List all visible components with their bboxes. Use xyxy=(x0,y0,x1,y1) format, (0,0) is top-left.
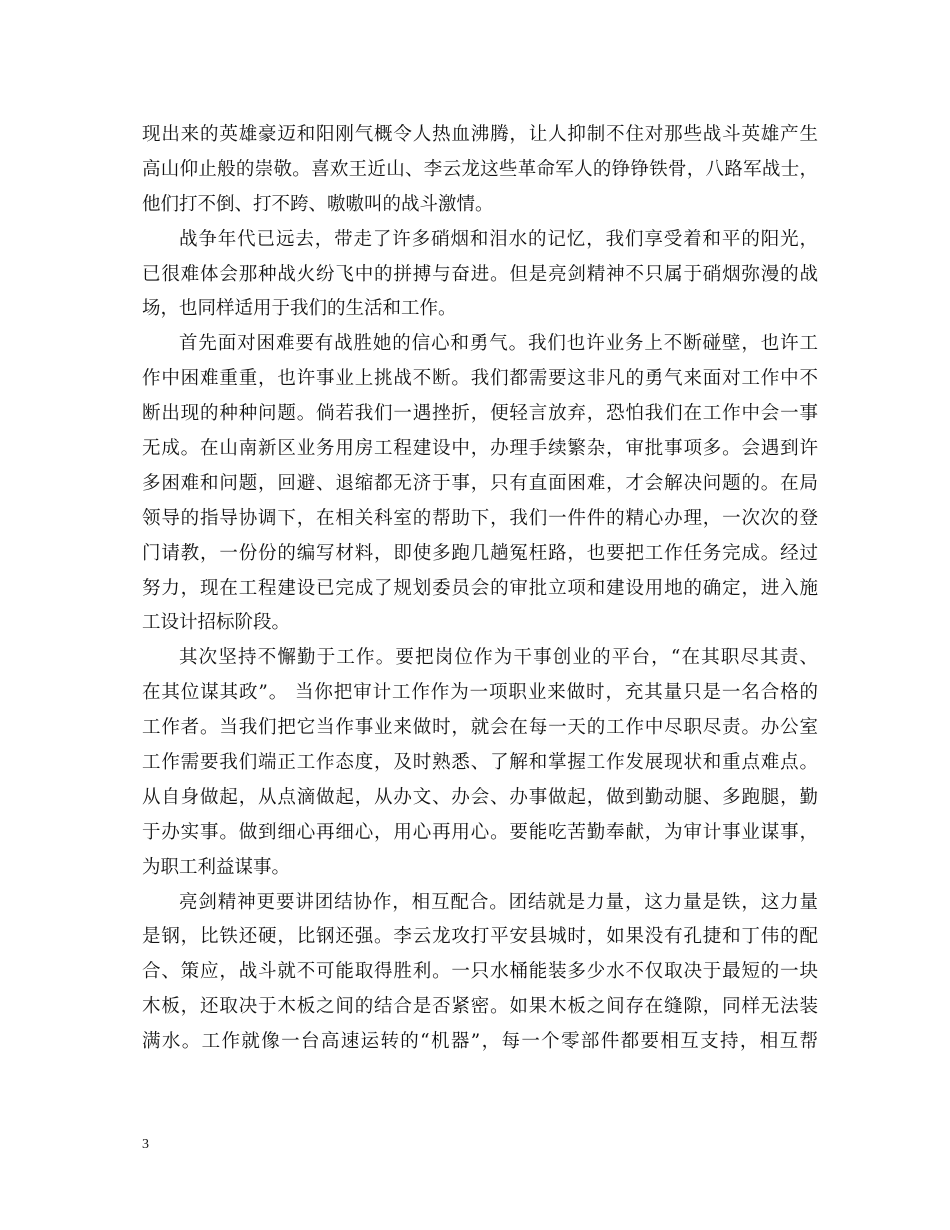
text-line: 工设计招标阶段。 xyxy=(142,612,291,634)
text-line: 作中困难重重，也许事业上挑战不断。我们都需要这非凡的勇气来面对工作中不 xyxy=(142,368,818,390)
text-line: 战争年代已远去，带走了许多硝烟和泪水的记忆，我们享受着和平的阳光， xyxy=(179,228,818,250)
text-line: 是钢，比铁还硬，比钢还强。李云龙攻打平安县城时，如果没有孔捷和丁伟的配 xyxy=(142,926,818,948)
text-line: 他们打不倒、打不跨、嗷嗷叫的战斗激情。 xyxy=(142,193,494,215)
text-line: 首先面对困难要有战胜她的信心和勇气。我们也许业务上不断碰壁，也许工 xyxy=(179,333,818,355)
text-line: 已很难体会那种战火纷飞中的拼搏与奋进。但是亮剑精神不只属于硝烟弥漫的战 xyxy=(142,263,818,285)
text-line: 断出现的种种问题。倘若我们一遇挫折，便轻言放弃，恐怕我们在工作中会一事 xyxy=(142,403,818,425)
text-line: 满水。工作就像一台高速运转的“机器”，每一个零部件都要相互支持，相互帮 xyxy=(142,1031,818,1053)
body-text xyxy=(142,118,818,1060)
text-line: 其次坚持不懈勤于工作。要把岗位作为干事创业的平台，“在其职尽其责、 xyxy=(179,647,818,669)
text-line: 现出来的英雄豪迈和阳刚气概令人热血沸腾，让人抑制不住对那些战斗英雄产生 xyxy=(142,124,818,145)
text-line: 高山仰止般的崇敬。喜欢王近山、李云龙这些革命军人的铮铮铁骨，八路军战士， xyxy=(142,158,818,180)
text-line: 门请教，一份份的编写材料，即使多跑几趟冤枉路，也要把工作任务完成。经过 xyxy=(142,542,818,564)
text-line: 为职工利益谋事。 xyxy=(142,856,291,878)
text-line: 木板，还取决于木板之间的结合是否紧密。如果木板之间存在缝隙，同样无法装 xyxy=(142,996,818,1018)
page-number: 3 xyxy=(142,1137,149,1152)
text-line: 无成。在山南新区业务用房工程建设中，办理手续繁杂，审批事项多。会遇到许 xyxy=(142,438,818,460)
text-line: 场，也同样适用于我们的生活和工作。 xyxy=(142,298,457,320)
text-line: 在其位谋其政”。 当你把审计工作作为一项职业来做时，充其量只是一名合格的 xyxy=(142,682,818,704)
text-line: 工作需要我们端正工作态度，及时熟悉、了解和掌握工作发展现状和重点难点。 xyxy=(142,752,818,774)
text-line: 多困难和问题，回避、退缩都无济于事，只有直面困难，才会解决问题的。在局 xyxy=(142,472,818,494)
text-line: 于办实事。做到细心再细心，用心再用心。要能吃苦勤奉献，为审计事业谋事， xyxy=(142,821,818,843)
text-line: 从自身做起，从点滴做起，从办文、办会、办事做起，做到勤动腿、多跑腿，勤 xyxy=(142,786,818,808)
text-line: 努力，现在工程建设已完成了规划委员会的审批立项和建设用地的确定，进入施 xyxy=(142,577,818,599)
text-line: 领导的指导协调下，在相关科室的帮助下，我们一件件的精心办理，一次次的登 xyxy=(142,507,818,529)
text-line: 工作者。当我们把它当作事业来做时，就会在每一天的工作中尽职尽责。办公室 xyxy=(142,717,818,739)
text-line: 亮剑精神更要讲团结协作，相互配合。团结就是力量，这力量是铁，这力量 xyxy=(179,891,818,913)
text-line: 合、策应，战斗就不可能取得胜利。一只水桶能装多少水不仅取决于最短的一块 xyxy=(142,961,818,983)
